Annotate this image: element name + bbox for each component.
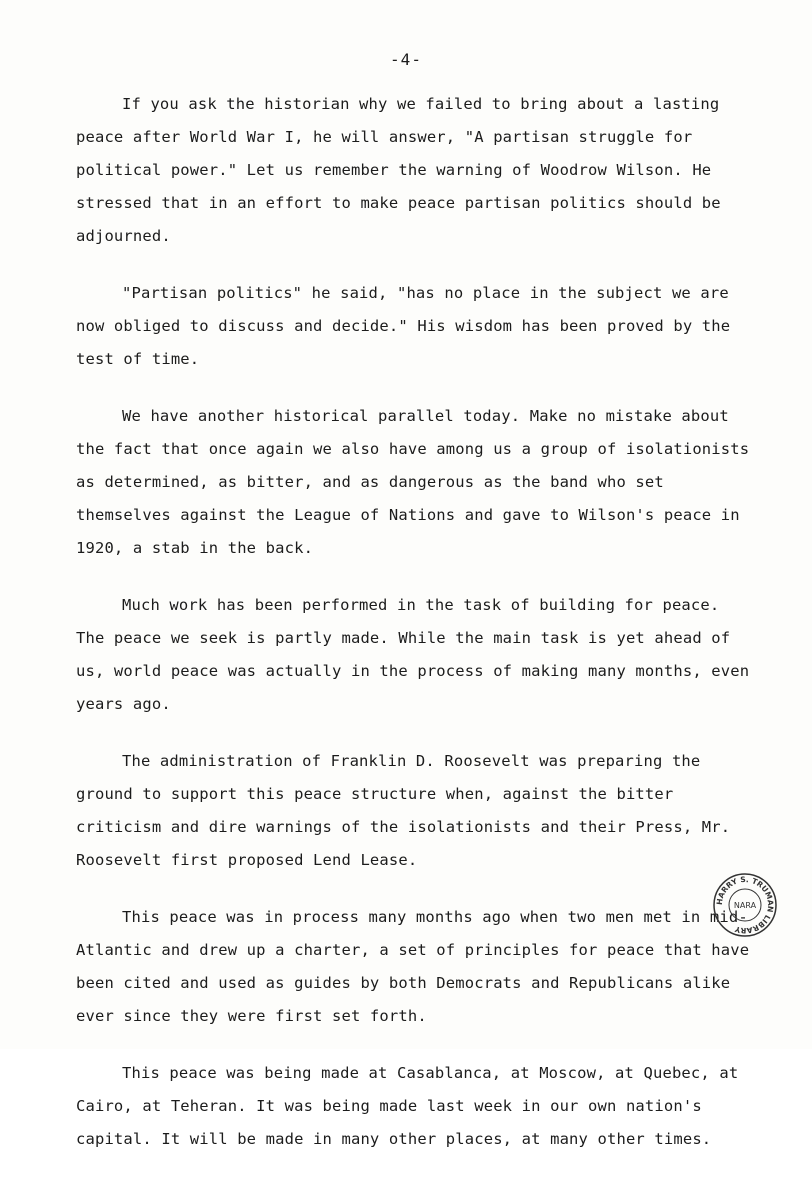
archive-stamp-graphic [712, 872, 778, 938]
paragraph: Much work has been performed in the task of building for peace. The peace we seek is partly made. While the main task is yet ahead of us, world peace was actually in the process of making many months, even years ago. [76, 596, 750, 713]
paragraph: The administration of Franklin D. Roosevelt was preparing the ground to support this peace structure when, against the bitter criticism and dire warnings of the isolationists and their Press, Mr. Roosevelt first proposed Lend Lease. [76, 752, 731, 869]
stamp-center-text: NARA [733, 901, 757, 910]
paragraph: This peace was being made at Casablanca, at Moscow, at Quebec, at Cairo, at Teheran. It was being made last week in our own nation's capital. It will be made in many other places, at many other times. [76, 1064, 739, 1148]
page-number: -4- [390, 50, 422, 69]
paragraph: We have another historical parallel today. Make no mistake about the fact that once again we also have among us a group of isolationists as determined, as bitter, and as dangerous as the band who set themselves against the League of Nations and gave to Wilson's peace in 1920, a stab in the back. [76, 407, 750, 557]
stamp-ring-text: HARRY S. TRUMAN LIBRARY [714, 874, 776, 936]
paragraph: "Partisan politics" he said, "has no place in the subject we are now obliged to discuss and decide." His wisdom has been proved by the test of time. [76, 284, 731, 368]
paragraph: This peace was in process many months ago when two men met in mid-Atlantic and drew up a charter, a set of principles for peace that have been cited and used as guides by both Democrats and Republicans alike ever since they were first set forth. [76, 908, 750, 1025]
document-body [76, 88, 756, 1180]
archive-stamp-icon [712, 872, 778, 938]
paragraph: If you ask the historian why we failed to bring about a lasting peace after World War I, he will answer, "A partisan struggle for political power." Let us remember the warning of Woodrow Wilson. He stressed that in an effort to make peace partisan politics should be adjourned. [76, 95, 721, 245]
